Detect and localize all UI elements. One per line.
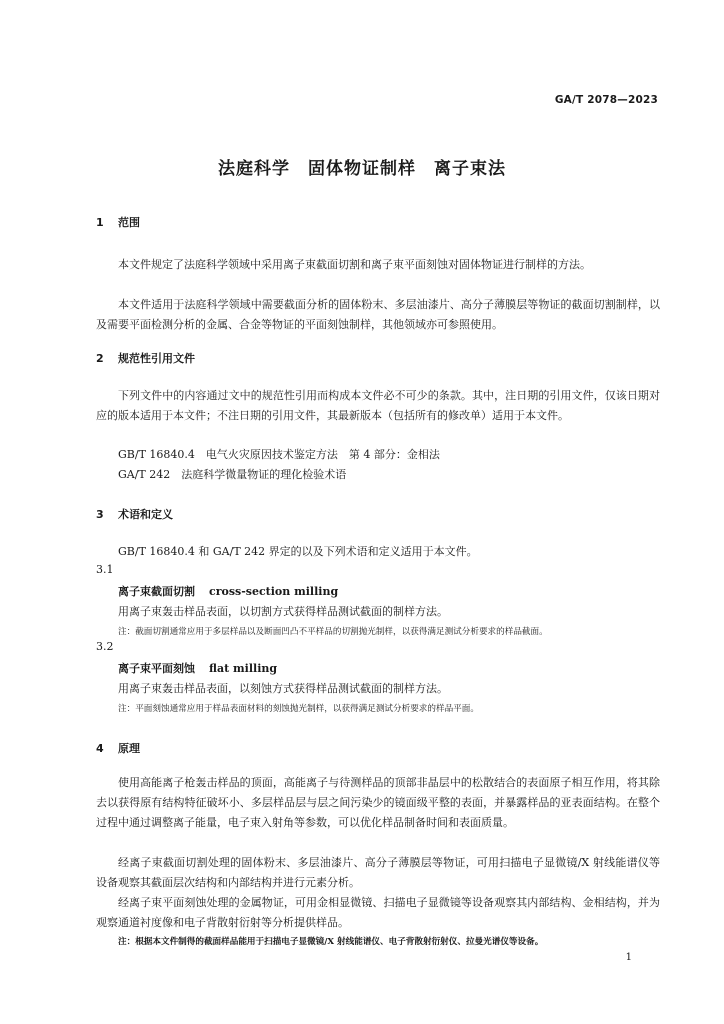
section-number: 3	[96, 508, 104, 521]
term-heading	[118, 583, 338, 599]
section-4-heading	[96, 740, 140, 756]
term-heading	[118, 660, 277, 676]
normative-reference-1: GB/T 16840.4 电气火灾原因技术鉴定方法 第 4 部分：金相法	[118, 448, 440, 461]
term-number: 3.1	[96, 563, 114, 576]
term-note: 注：截面切割通常应用于多层样品以及断面凹凸不平样品的切割抛光制样，以获得满足测试分析要求的样品截面。	[118, 627, 548, 637]
standard-code: GA/T 2078—2023	[554, 94, 658, 106]
section-number: 1	[96, 216, 104, 229]
section-3-intro: GB/T 16840.4 和 GA/T 242 界定的以及下列术语和定义适用于本文件。	[118, 545, 478, 558]
term-chinese: 离子束平面刻蚀	[118, 662, 195, 675]
section-1-paragraph-1: 本文件规定了法庭科学领域中采用离子束截面切割和离子束平面刻蚀对固体物证进行制样的方法。	[118, 258, 591, 271]
section-4-paragraph-1: 使用高能离子枪轰击样品的顶面，高能离子与待测样品的顶部非晶层中的松散结合的表面原子相互作用，将其除去以获得原有结构特征破坏小、多层样品层与层之间污染少的镜面级平整的表面，并暴露样品的亚表面结构。在整个过程中通过调整离子能量，电子束入射角等参数，可以优化样品制备时间和表面质量。	[96, 776, 660, 829]
term-english: flat milling	[209, 662, 278, 675]
section-1-heading	[96, 214, 140, 230]
term-note: 注：平面刻蚀通常应用于样品表面材料的刻蚀抛光制样，以获得满足测试分析要求的样品平面。	[118, 704, 479, 714]
section-title: 范围	[118, 216, 140, 229]
term-definition: 用离子束轰击样品表面，以刻蚀方式获得样品测试截面的制样方法。	[118, 682, 448, 695]
section-4-paragraph-2: 经离子束截面切割处理的固体粉末、多层油漆片、高分子薄膜层等物证，可用扫描电子显微镜/X 射线能谱仪等设备观察其截面层次结构和内部结构并进行元素分析。	[96, 856, 660, 889]
section-4-note: 注：根据本文件制得的截面样品能用于扫描电子显微镜/X 射线能谱仪、电子背散射衍射仪、拉曼光谱仪等设备。	[118, 937, 544, 947]
section-2-heading	[96, 350, 195, 366]
section-number: 2	[96, 352, 104, 365]
term-definition: 用离子束轰击样品表面，以切割方式获得样品测试截面的制样方法。	[118, 605, 448, 618]
normative-reference-2: GA/T 242 法庭科学微量物证的理化检验术语	[118, 468, 347, 481]
section-4-paragraph-3: 经离子束平面刻蚀处理的金属物证，可用金相显微镜、扫描电子显微镜等设备观察其内部结构、金相结构，并为观察通道衬度像和电子背散射衍射等分析提供样品。	[96, 896, 660, 929]
term-english: cross-section milling	[209, 585, 339, 598]
section-2-paragraph-1: 下列文件中的内容通过文中的规范性引用而构成本文件必不可少的条款。其中，注日期的引用文件，仅该日期对应的版本适用于本文件；不注日期的引用文件，其最新版本（包括所有的修改单）适用于本文件。	[96, 389, 660, 422]
term-number: 3.2	[96, 640, 114, 653]
section-title: 术语和定义	[118, 508, 173, 521]
section-number: 4	[96, 742, 104, 755]
section-3-heading	[96, 506, 173, 522]
section-title: 规范性引用文件	[118, 352, 195, 365]
section-title: 原理	[118, 742, 140, 755]
page-number: 1	[625, 952, 632, 963]
term-chinese: 离子束截面切割	[118, 585, 195, 598]
section-1-paragraph-2: 本文件适用于法庭科学领域中需要截面分析的固体粉末、多层油漆片、高分子薄膜层等物证的截面切割制样，以及需要平面检测分析的金属、合金等物证的平面刻蚀制样，其他领域亦可参照使用。	[96, 298, 660, 331]
document-title: 法庭科学 固体物证制样 离子束法	[218, 159, 506, 179]
